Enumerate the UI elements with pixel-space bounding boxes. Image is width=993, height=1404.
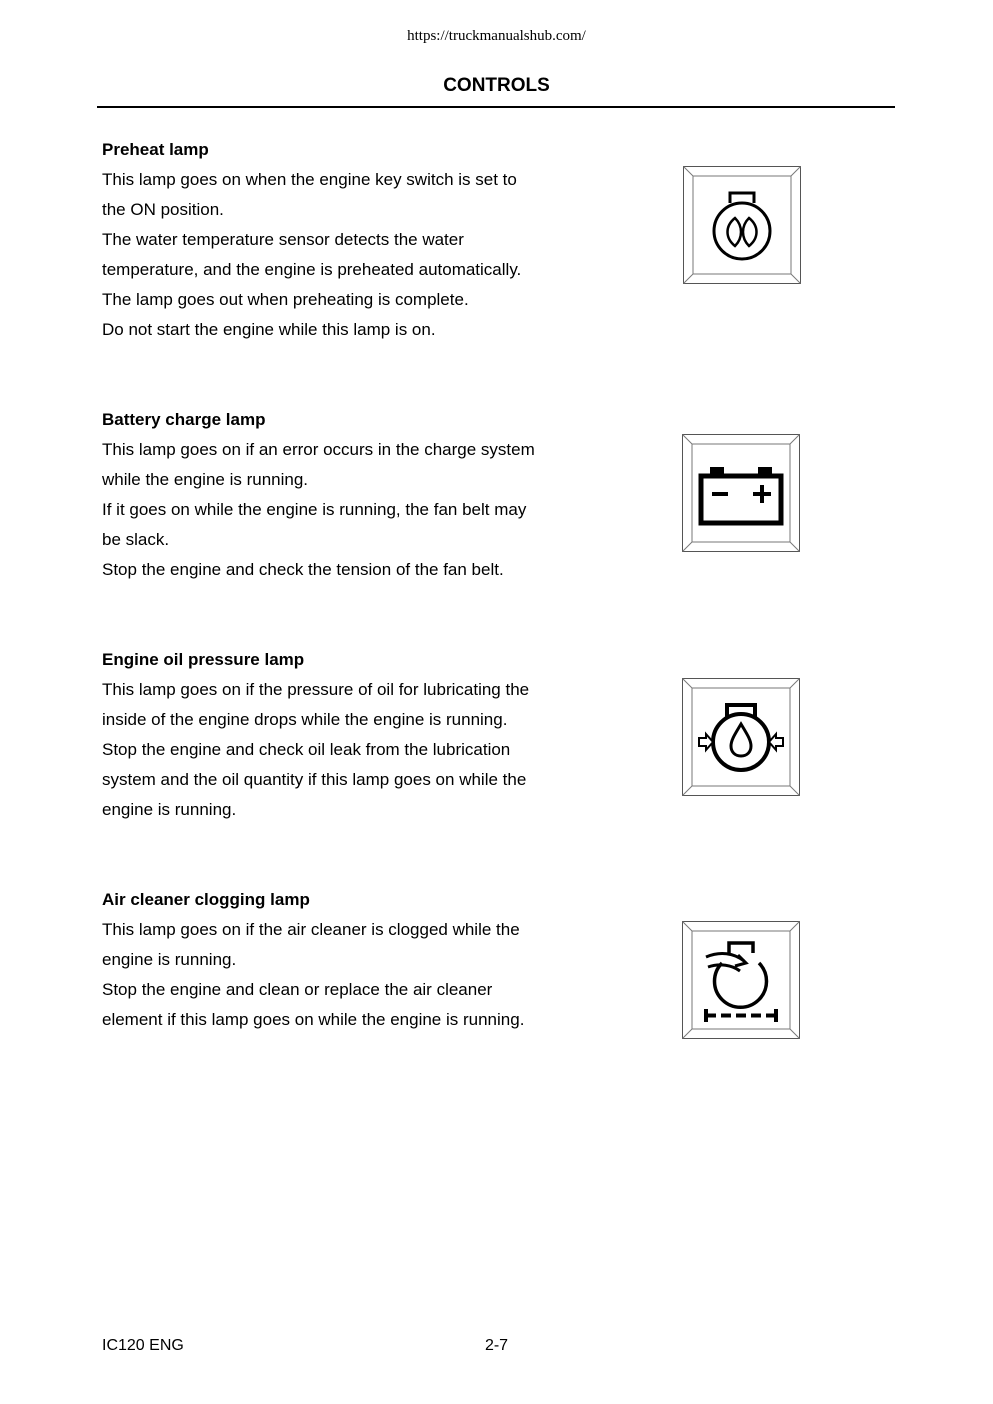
- item-text-line: This lamp goes on if the air cleaner is clogged while the: [102, 920, 520, 939]
- item-text-line: Do not start the engine while this lamp is on.: [102, 320, 436, 339]
- item-text-line: If it goes on while the engine is running, the fan belt may: [102, 500, 527, 519]
- item-text-line: The lamp goes out when preheating is complete.: [102, 290, 469, 309]
- oil-pressure-icon: [682, 678, 800, 796]
- battery-charge-icon: [682, 434, 800, 552]
- footer-page-number: 2-7: [484, 1337, 509, 1354]
- item-text-line: be slack.: [102, 530, 170, 549]
- item-text-line: element if this lamp goes on while the engine is running.: [102, 1010, 525, 1029]
- item-text-line: Stop the engine and clean or replace the air cleaner: [102, 980, 493, 999]
- air-cleaner-lamp-section: [102, 885, 602, 1035]
- item-title: Engine oil pressure lamp: [102, 650, 305, 669]
- item-text-line: inside of the engine drops while the engine is running.: [102, 710, 508, 729]
- page-title: CONTROLS: [443, 75, 550, 96]
- item-text-line: engine is running.: [102, 950, 237, 969]
- oil-pressure-lamp-section: [102, 645, 602, 825]
- item-text-line: The water temperature sensor detects the water: [102, 230, 464, 249]
- footer-model: IC120 ENG: [102, 1337, 184, 1354]
- item-text-line: system and the oil quantity if this lamp goes on while the: [102, 770, 527, 789]
- item-title: Preheat lamp: [102, 140, 209, 159]
- item-text-line: This lamp goes on if an error occurs in the charge system: [102, 440, 535, 459]
- item-title: Air cleaner clogging lamp: [102, 890, 310, 909]
- item-text-line: engine is running.: [102, 800, 237, 819]
- item-text-line: the ON position.: [102, 200, 224, 219]
- item-text-line: temperature, and the engine is preheated automatically.: [102, 260, 522, 279]
- item-text-line: Stop the engine and check oil leak from the lubrication: [102, 740, 511, 759]
- source-url: https://truckmanualshub.com/: [407, 28, 586, 44]
- preheat-lamp-icon: [683, 166, 801, 284]
- item-text-line: while the engine is running.: [102, 470, 309, 489]
- preheat-lamp-section: [102, 135, 602, 345]
- air-cleaner-icon: [682, 921, 800, 1039]
- item-text-line: This lamp goes on if the pressure of oil for lubricating the: [102, 680, 530, 699]
- item-text-line: Stop the engine and check the tension of the fan belt.: [102, 560, 504, 579]
- item-text-line: This lamp goes on when the engine key switch is set to: [102, 170, 517, 189]
- header-divider: [97, 106, 895, 108]
- item-title: Battery charge lamp: [102, 410, 266, 429]
- battery-charge-lamp-section: [102, 405, 602, 585]
